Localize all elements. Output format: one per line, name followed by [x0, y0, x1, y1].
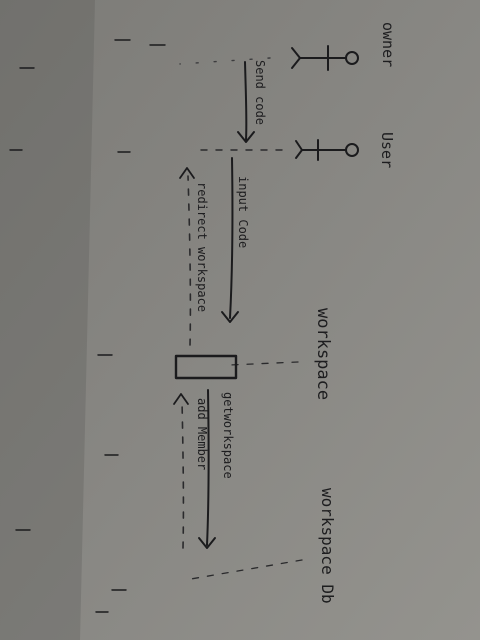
- workspace-db-object-label: workspace Db: [318, 488, 337, 604]
- paper-edge-shadow: [0, 0, 95, 640]
- redirect-workspace-label: redirect workspace: [195, 182, 209, 313]
- input-code-label: input Code: [236, 176, 250, 249]
- send-code-label: Send code: [253, 60, 267, 126]
- workspace-object-label: workspace: [313, 308, 333, 401]
- add-member-label: add Member: [195, 398, 209, 471]
- user-actor-label: User: [378, 132, 396, 169]
- owner-actor-label: owner: [379, 22, 397, 68]
- get-workspace-label: getworkspace: [221, 392, 235, 479]
